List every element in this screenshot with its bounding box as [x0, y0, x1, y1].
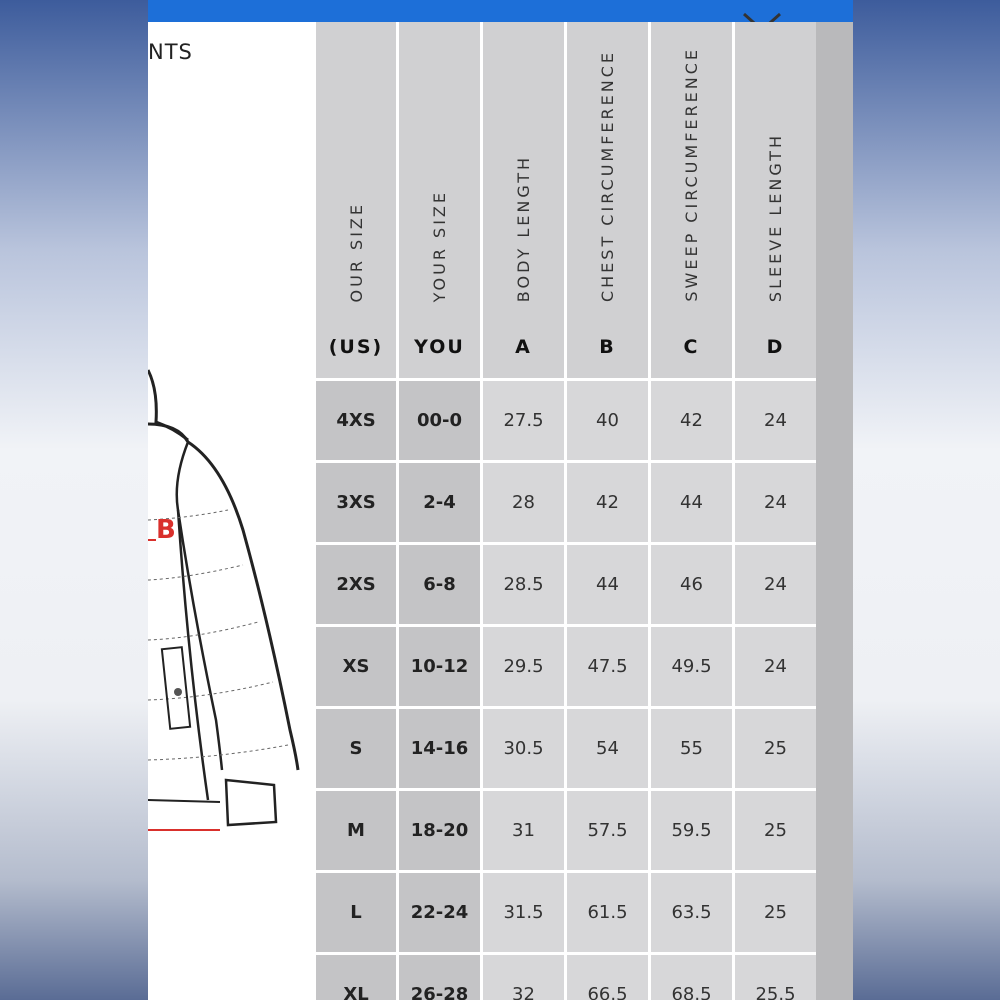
table-cell: 14-16 [399, 709, 480, 788]
column-header-label: SWEEP CIRCUMFERENCE [682, 47, 701, 302]
column-header-sleeve-length [735, 22, 816, 378]
table-cell: 2-4 [399, 463, 480, 542]
table-cell: 44 [651, 463, 732, 542]
table-cell: 3XS [316, 463, 396, 542]
table-cell: S [316, 709, 396, 788]
column-header-code: A [515, 336, 532, 358]
column-header-our-size [316, 22, 396, 378]
table-cell: 49.5 [651, 627, 732, 706]
table-cell: 25.5 [735, 955, 816, 1000]
column-header-code: D [766, 336, 785, 358]
column-header-code: (US) [328, 336, 384, 358]
table-cell: 22-24 [399, 873, 480, 952]
table-cell: 26-28 [399, 955, 480, 1000]
table-cell: XL [316, 955, 396, 1000]
table-cell: 28.5 [483, 545, 564, 624]
table-cell: 25 [735, 873, 816, 952]
table-cell: 59.5 [651, 791, 732, 870]
table-cell: 2XS [316, 545, 396, 624]
table-cell: 61.5 [567, 873, 648, 952]
page-title: NTS [148, 40, 193, 64]
jacket-diagram [148, 360, 318, 840]
column-header-label: YOUR SIZE [430, 189, 449, 302]
table-cell: 24 [735, 545, 816, 624]
table-cell: 63.5 [651, 873, 732, 952]
table-cell: 47.5 [567, 627, 648, 706]
table-cell: 46 [651, 545, 732, 624]
column-header-body-length [483, 22, 564, 378]
table-cell: 6-8 [399, 545, 480, 624]
table-cell: 42 [651, 381, 732, 460]
table-cell: 57.5 [567, 791, 648, 870]
column-header-code: YOU [414, 336, 465, 358]
column-header-code: C [683, 336, 700, 358]
column-header-label: BODY LENGTH [514, 154, 533, 302]
table-cell: 28 [483, 463, 564, 542]
column-header-your-size [399, 22, 480, 378]
table-cell: 42 [567, 463, 648, 542]
table-cell: 31.5 [483, 873, 564, 952]
table-cell: 40 [567, 381, 648, 460]
size-chart-modal [148, 0, 853, 1000]
table-cell: 44 [567, 545, 648, 624]
table-cell: 25 [735, 791, 816, 870]
table-cell: 00-0 [399, 381, 480, 460]
table-cell: 66.5 [567, 955, 648, 1000]
chest-marker-label: B [156, 515, 176, 545]
background-left [0, 0, 148, 1000]
table-cell: 24 [735, 463, 816, 542]
size-chart-table [316, 22, 813, 1000]
scrollbar[interactable] [816, 22, 853, 1000]
table-cell: M [316, 791, 396, 870]
table-cell: 24 [735, 627, 816, 706]
table-cell: 29.5 [483, 627, 564, 706]
column-header-chest-circumference [567, 22, 648, 378]
table-cell: XS [316, 627, 396, 706]
background-right [852, 0, 1000, 1000]
table-cell: 31 [483, 791, 564, 870]
table-cell: 27.5 [483, 381, 564, 460]
column-header-label: CHEST CIRCUMFERENCE [598, 49, 617, 302]
column-header-label: OUR SIZE [346, 201, 366, 302]
column-header-sweep-circumference [651, 22, 732, 378]
table-cell: L [316, 873, 396, 952]
table-cell: 24 [735, 381, 816, 460]
table-cell: 54 [567, 709, 648, 788]
table-cell: 10-12 [399, 627, 480, 706]
table-cell: 55 [651, 709, 732, 788]
table-cell: 4XS [316, 381, 396, 460]
table-cell: 32 [483, 955, 564, 1000]
table-cell: 25 [735, 709, 816, 788]
column-header-label: SLEEVE LENGTH [766, 132, 785, 302]
table-cell: 18-20 [399, 791, 480, 870]
table-cell: 30.5 [483, 709, 564, 788]
column-header-code: B [599, 336, 616, 358]
table-cell: 68.5 [651, 955, 732, 1000]
